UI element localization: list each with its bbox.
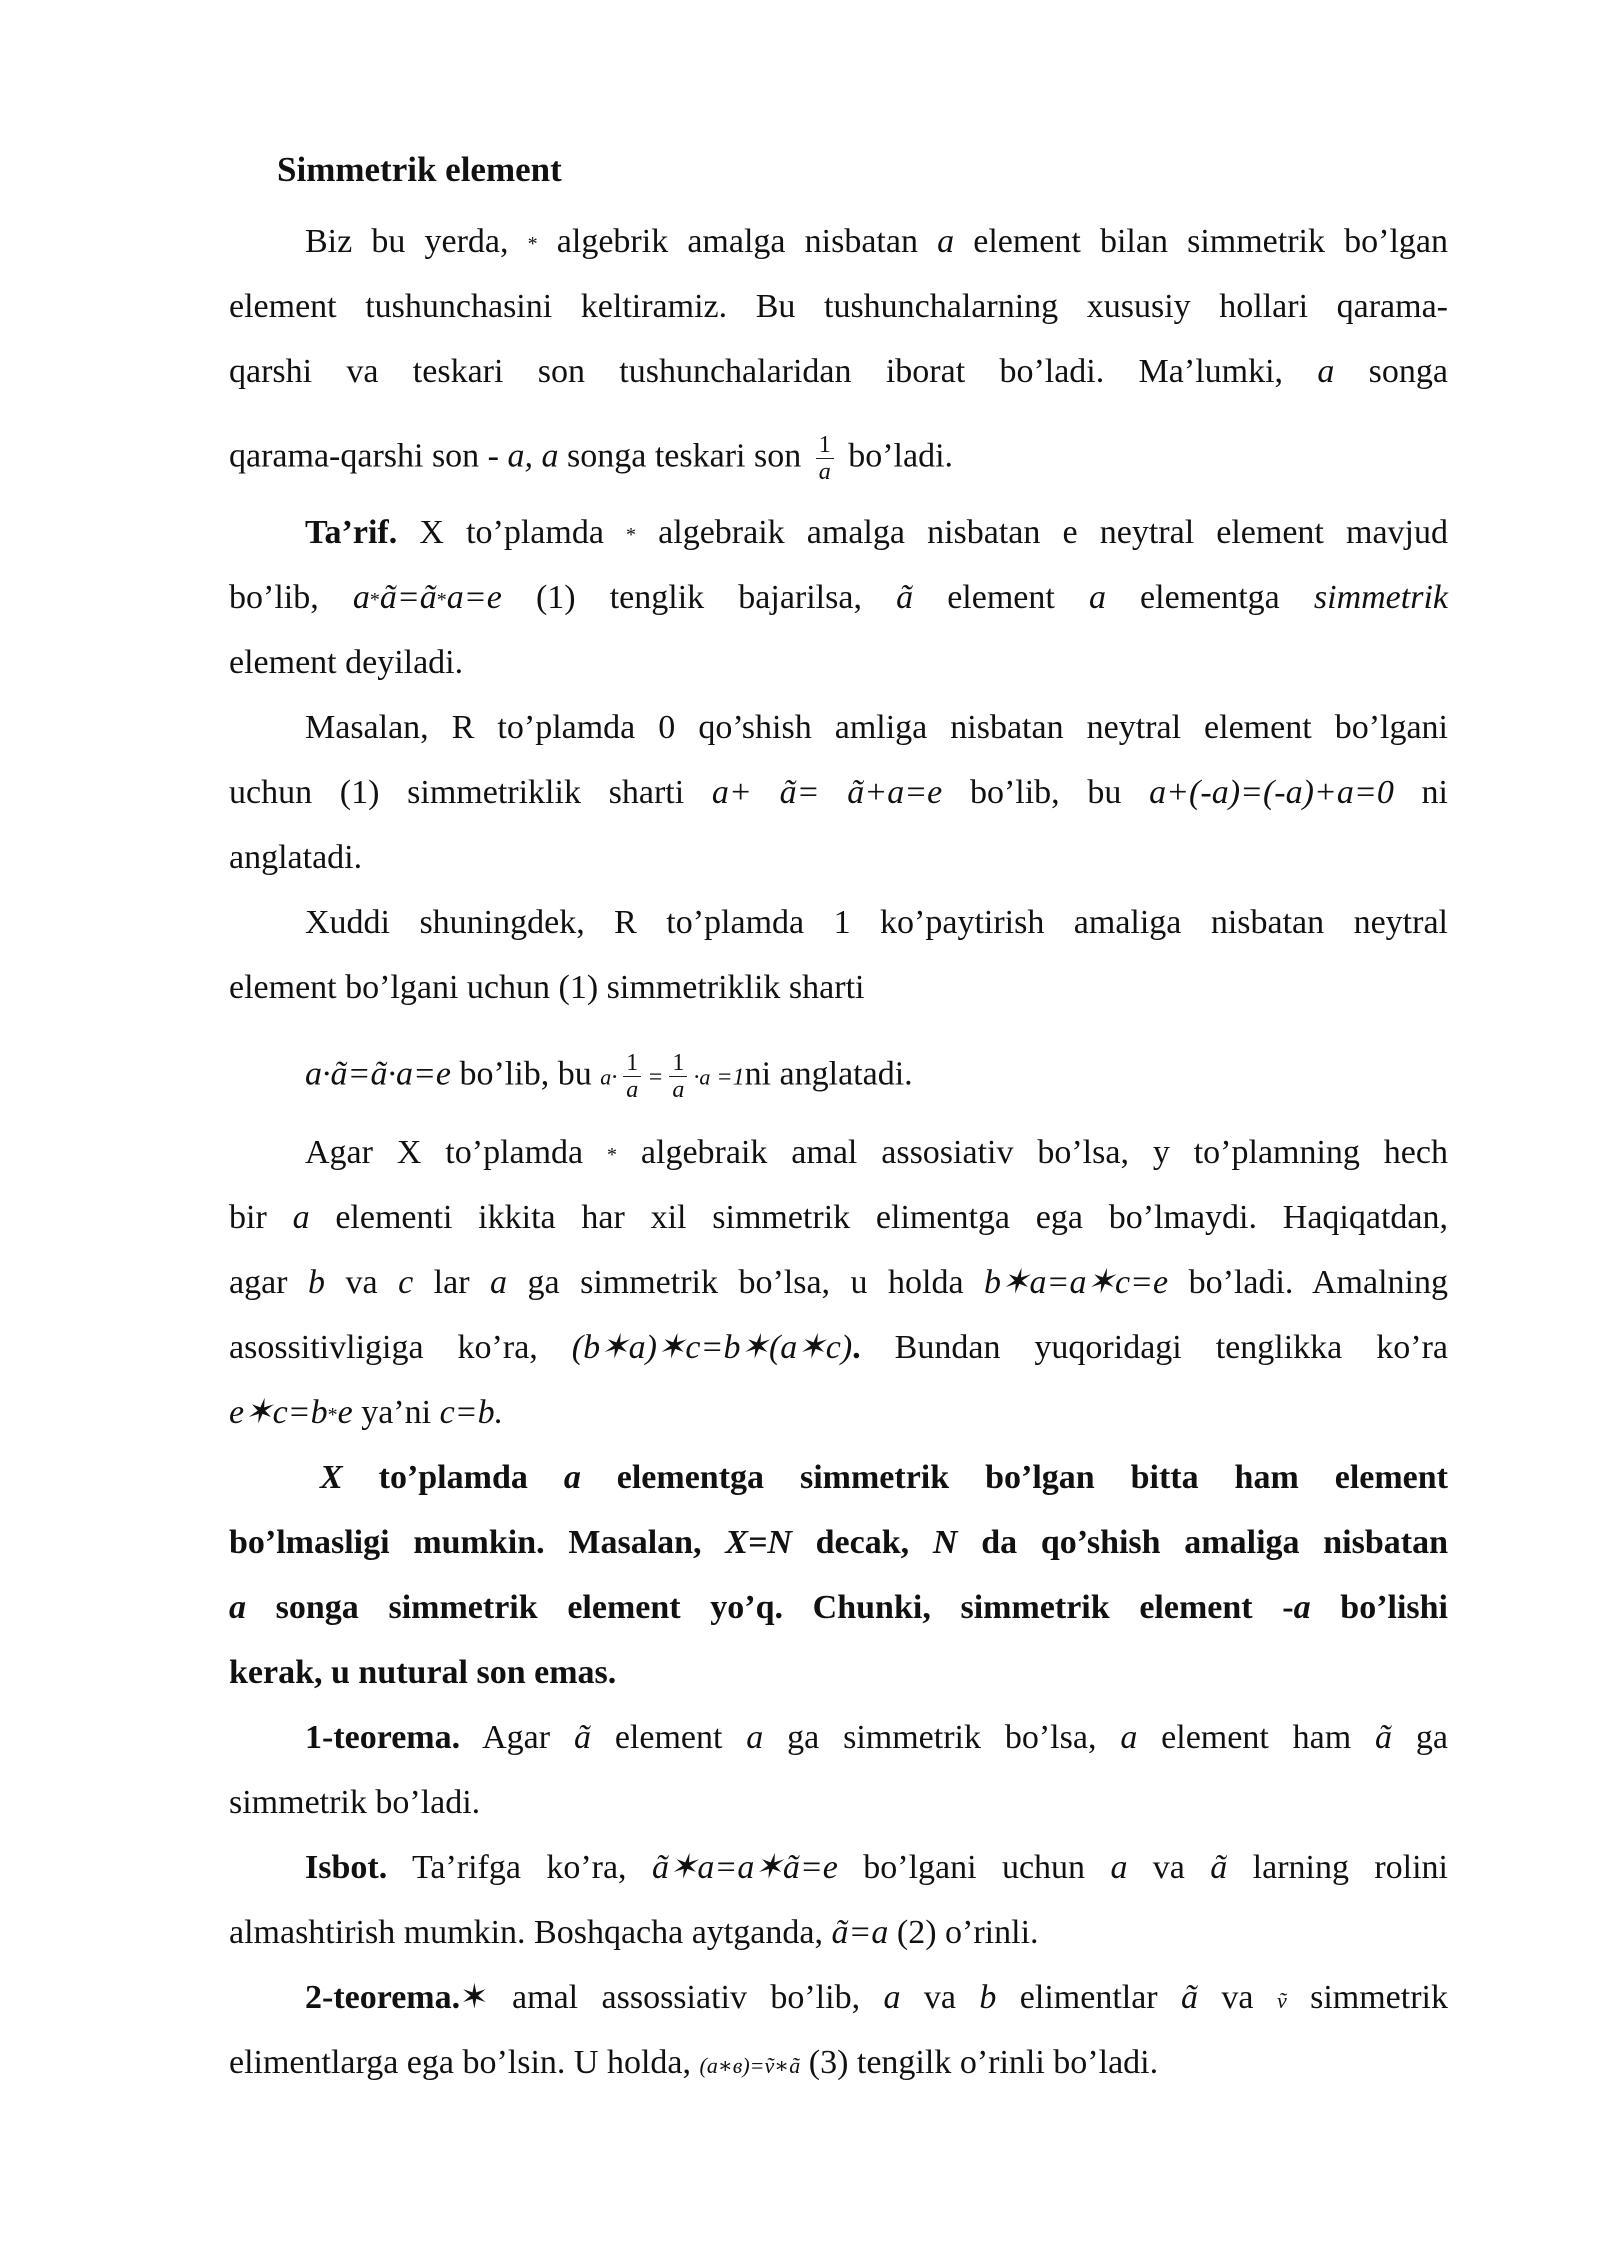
paragraph-5-line-1: Agar X to’plamda * algebraik amal assosiativ bo’lsa, y to’plamning hech — [305, 1134, 1448, 1171]
paragraph-1-line-2: element tushunchasini keltiramiz. Bu tushunchalarning xususiy hollari qarama- — [229, 288, 1448, 325]
paragraph-3-line-3: anglatadi. — [229, 839, 363, 876]
fraction-one-over-a-left: $\frac{1}{a}$ — [623, 1050, 641, 1103]
proof-line-2: almashtirish mumkin. Boshqacha aytganda, ã=a (2) o’rinli. — [229, 1914, 1039, 1951]
proof-line-1: Isbot. Ta’rifga ko’ra, ã✶a=a✶ã=e bo’lgani uchun a va ã larning rolini — [305, 1849, 1448, 1886]
paragraph-4-line-3: a·ã=ã·a=e bo’lib, bu a· $\frac{1}{a}$ = $\frac{1}{a}$ ·a =1ni anglatadi. — [305, 1050, 913, 1103]
paragraph-3-line-1: Masalan, R to’plamda 0 qo’shish amliga nisbatan neytral element bo’lgani — [305, 709, 1448, 746]
paragraph-6-line-3: a songa simmetrik element yo’q. Chunki, simmetrik element -a bo’lishi — [229, 1589, 1448, 1626]
theorem-2-line-2: elimentlarga ega bo’lsin. U holda, (a∗в)=ṽ∗ã (3) tengilk o’rinli bo’ladi. — [229, 2044, 1159, 2081]
definition-line-1: Ta’rif. X to’plamda * algebraik amalga nisbatan e neytral element mavjud — [305, 514, 1448, 551]
paragraph-6-line-2: bo’lmasligi mumkin. Masalan, X=N decak, N da qo’shish amaliga nisbatan — [229, 1524, 1448, 1561]
paragraph-6-line-4: kerak, u nutural son emas. — [229, 1654, 617, 1691]
section-heading: Simmetrik element — [277, 150, 562, 189]
paragraph-5-line-2: bir a elementi ikkita har xil simmetrik elimentga ega bo’lmaydi. Haqiqatdan, — [229, 1199, 1448, 1236]
paragraph-1-line-1: Biz bu yerda, * algebrik amalga nisbatan a element bilan simmetrik bo’lgan — [305, 223, 1448, 260]
theorem-2-line-1: 2-teorema.✶ amal assossiativ bo’lib, a va b elimentlar ã va ṽ simmetrik — [305, 1979, 1448, 2016]
paragraph-5-line-4: asossitivligiga ko’ra, (b✶a)✶c=b✶(a✶c). Bundan yuqoridagi tenglikka ko’ra — [229, 1329, 1448, 1366]
paragraph-5-line-5: e✶c=b*e ya’ni c=b. — [229, 1394, 504, 1431]
definition-line-3: element deyiladi. — [229, 644, 464, 681]
paragraph-4-line-2: element bo’lgani uchun (1) simmetriklik sharti — [229, 969, 865, 1006]
theorem-1-line-2: simmetrik bo’ladi. — [229, 1784, 481, 1821]
fraction-one-over-a-right: $\frac{1}{a}$ — [669, 1050, 687, 1103]
theorem-1-line-1: 1-teorema. Agar ã element a ga simmetrik bo’lsa, a element ham ã ga — [305, 1719, 1448, 1756]
paragraph-5-line-3: agar b va c lar a ga simmetrik bo’lsa, u holda b✶a=a✶c=e bo’ladi. Amalning — [229, 1264, 1448, 1301]
formula-3: (a∗в)=ṽ∗ã — [699, 2053, 801, 2078]
paragraph-6-line-1: X to’plamda a elementga simmetrik bo’lgan bitta ham element — [320, 1459, 1449, 1496]
definition-line-2: bo’lib, a*ã=ã*a=e (1) tenglik bajarilsa, ã element a elementga simmetrik — [229, 579, 1448, 616]
fraction-one-over-a: $\frac{1}{a}$ — [816, 432, 834, 485]
paragraph-1-line-4: qarama-qarshi son - a, a songa teskari son $\frac{1}{a}$ bo’ladi. — [229, 432, 954, 485]
paragraph-3-line-2: uchun (1) simmetriklik sharti a+ ã= ã+a=e bo’lib, bu a+(-a)=(-a)+a=0 ni — [229, 774, 1448, 811]
paragraph-4-line-1: Xuddi shuningdek, R to’plamda 1 ko’paytirish amaliga nisbatan neytral — [305, 904, 1448, 941]
paragraph-1-line-3: qarshi va teskari son tushunchalaridan iborat bo’ladi. Ma’lumki, a songa — [229, 353, 1448, 390]
